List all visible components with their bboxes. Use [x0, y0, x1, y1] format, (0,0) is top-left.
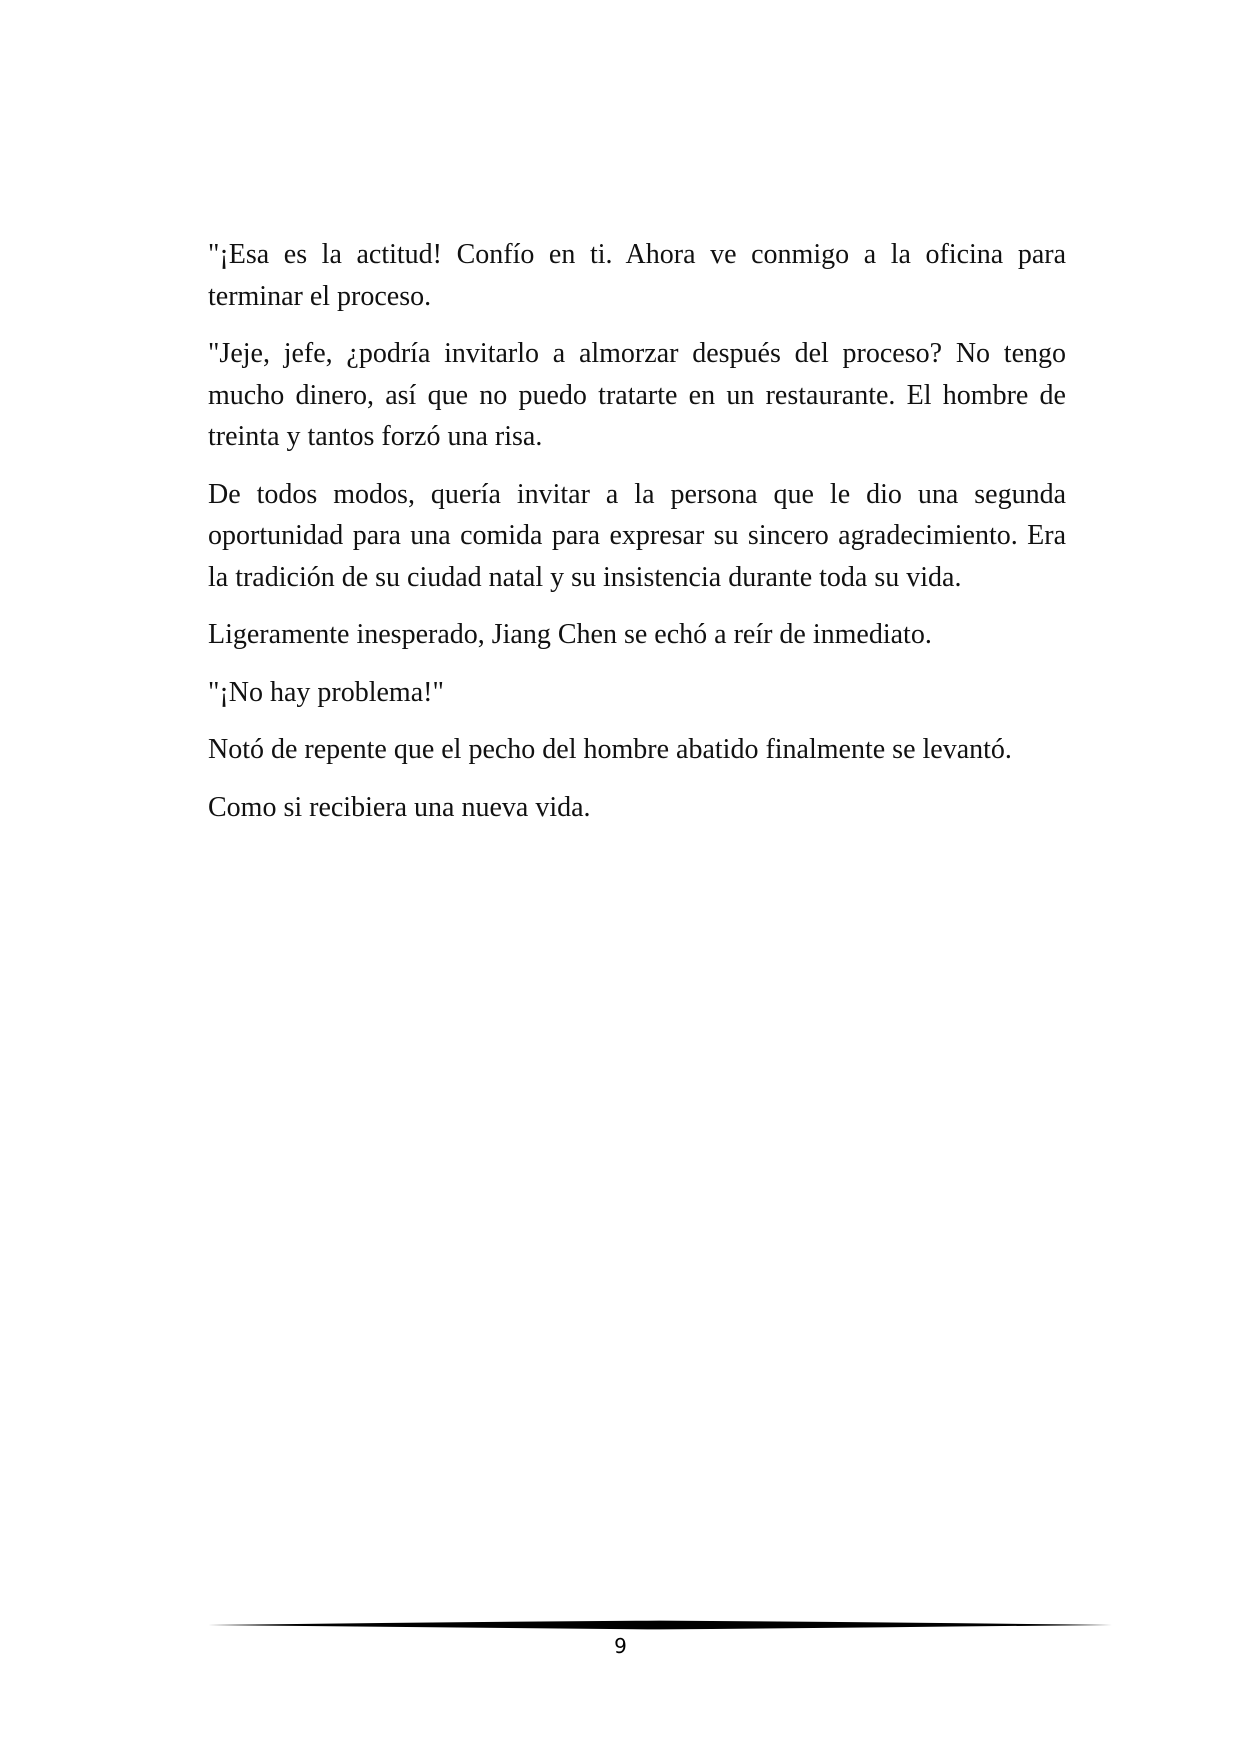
footer-divider: [208, 1617, 1112, 1633]
paragraph: "Jeje, jefe, ¿podría invitarlo a almorzar después del proceso? No tengo mucho dinero, así que no puedo tratarte en un restaurante. El hombre de treinta y tantos forzó una risa.: [208, 338, 1066, 452]
paragraph: De todos modos, quería invitar a la persona que le dio una segunda oportunidad para una comida para expresar su sincero agradecimiento. Era la tradición de su ciudad natal y su insistencia durante toda su vida.: [208, 478, 1066, 593]
paragraph: Como si recibiera una nueva vida.: [208, 791, 591, 823]
paragraph: "¡Esa es la actitud! Confío en ti. Ahora ve conmigo a la oficina para terminar el proceso.: [208, 239, 1066, 312]
body-text: [208, 234, 1066, 844]
paragraph: Ligeramente inesperado, Jiang Chen se echó a reír de inmediato.: [208, 619, 932, 650]
page-number: 9: [614, 1634, 627, 1658]
paragraph: "¡No hay problema!": [208, 676, 444, 708]
paragraph: Notó de repente que el pecho del hombre abatido finalmente se levantó.: [208, 734, 1012, 765]
